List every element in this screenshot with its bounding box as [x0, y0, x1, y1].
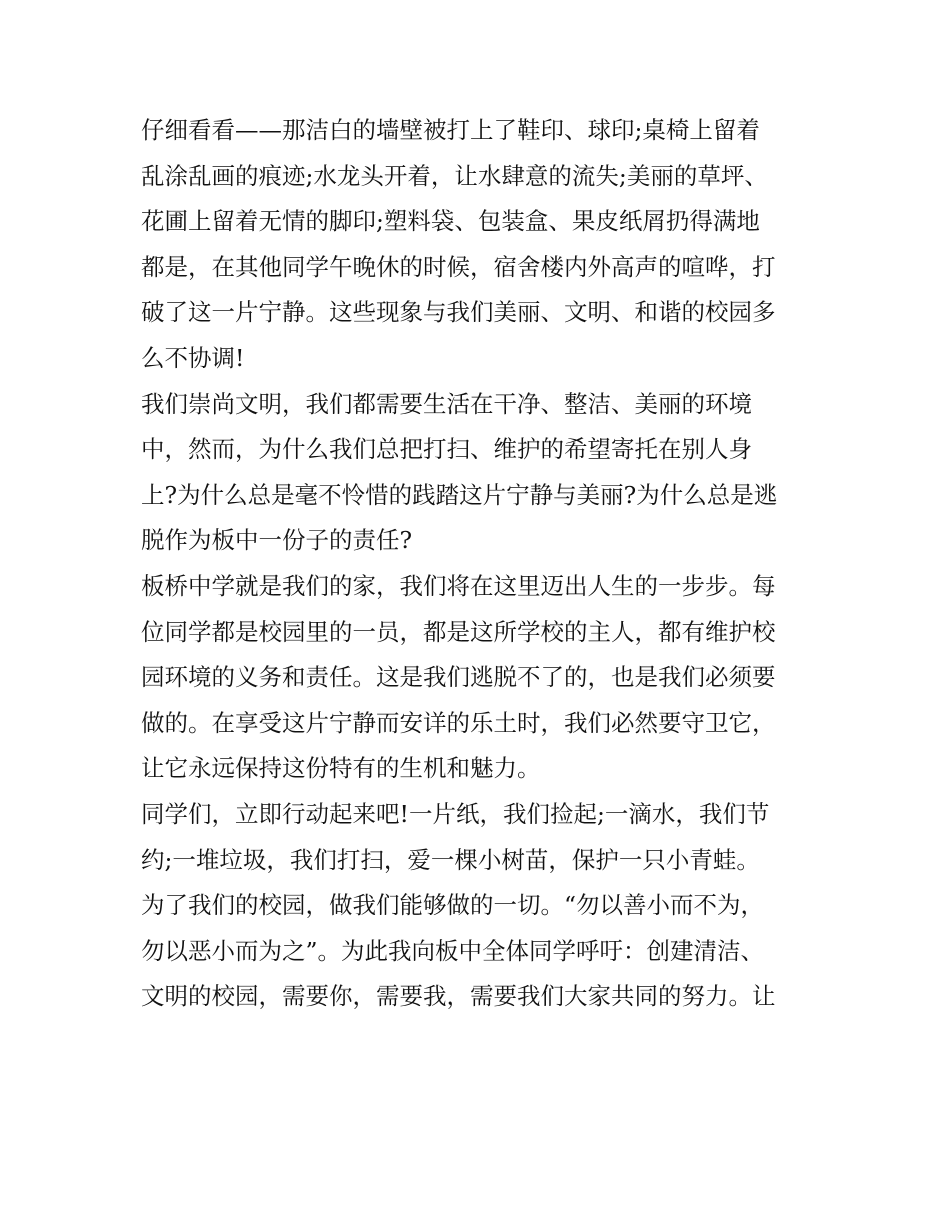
- text-line: 脱作为板中一份子的责任?: [141, 526, 413, 555]
- text-line: 花圃上留着无情的脚印;塑料袋、包装盒、果皮纸屑扔得满地: [141, 207, 760, 236]
- text-line: 上?为什么总是毫不怜惜的践踏这片宁静与美丽?为什么总是逃: [141, 480, 778, 509]
- text-line: 约;一堆垃圾，我们打扫，爱一棵小树苗，保护一只小青蛙。: [141, 845, 760, 874]
- text-line: 为了我们的校园，做我们能够做的一切。“勿以善小而不为，: [141, 891, 765, 920]
- text-line: 中，然而，为什么我们总把打扫、维护的希望寄托在别人身: [141, 435, 752, 464]
- text-line: 我们崇尚文明，我们都需要生活在干净、整洁、美丽的环境: [141, 389, 752, 418]
- text-line: 同学们，立即行动起来吧!一片纸，我们捡起;一滴水，我们节: [141, 799, 770, 828]
- text-line: 勿以恶小而为之”。为此我向板中全体同学呼吁：创建清洁、: [141, 936, 765, 965]
- document-body: [141, 108, 821, 1020]
- text-line: 板桥中学就是我们的家，我们将在这里迈出人生的一步步。每: [141, 571, 776, 600]
- text-line: 让它永远保持这份特有的生机和魅力。: [141, 754, 541, 783]
- text-line: 位同学都是校园里的一员，都是这所学校的主人，都有维护校: [141, 617, 776, 646]
- text-line: 么不协调!: [141, 343, 245, 372]
- text-line: 仔细看看——那洁白的墙壁被打上了鞋印、球印;桌椅上留着: [141, 116, 760, 144]
- text-line: 文明的校园，需要你，需要我，需要我们大家共同的努力。让: [141, 982, 776, 1011]
- text-line: 都是，在其他同学午晚休的时候，宿舍楼内外高声的喧哗，打: [141, 252, 776, 281]
- text-line: 园环境的义务和责任。这是我们逃脱不了的，也是我们必须要: [141, 663, 776, 692]
- text-line: 乱涂乱画的痕迹;水龙头开着，让水肆意的流失;美丽的草坪、: [141, 161, 768, 190]
- text-line: 做的。在享受这片宁静而安详的乐土时，我们必然要守卫它，: [141, 708, 776, 737]
- text-line: 破了这一片宁静。这些现象与我们美丽、文明、和谐的校园多: [141, 298, 776, 327]
